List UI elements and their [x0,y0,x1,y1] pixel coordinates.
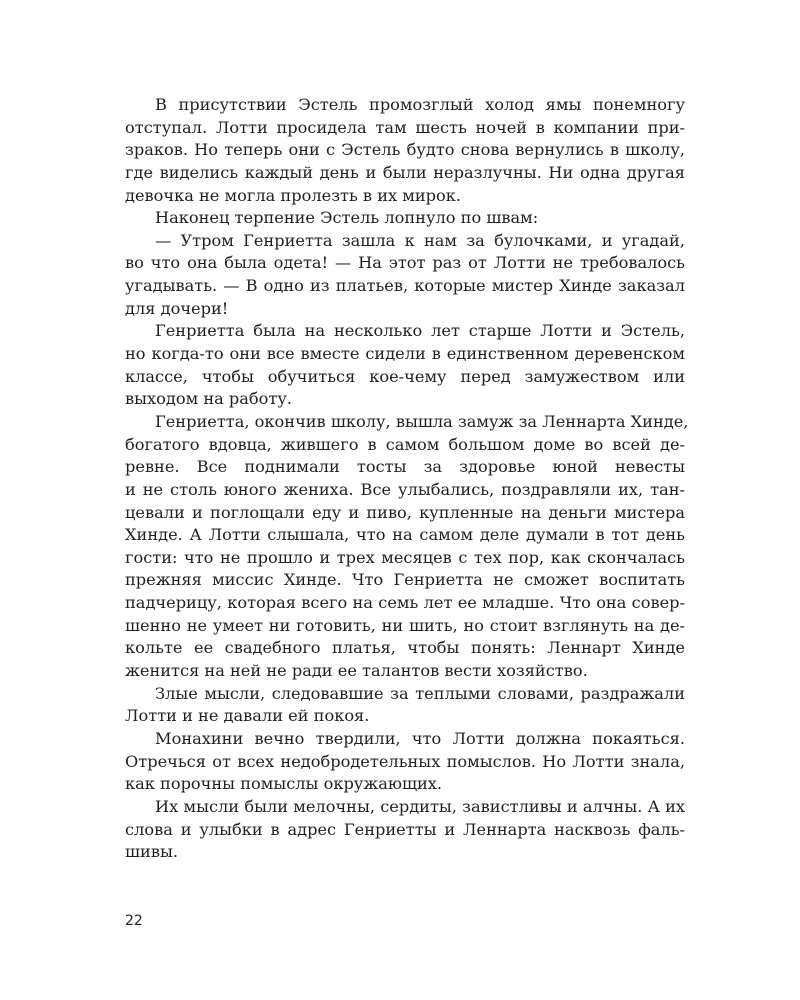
text-line: слова и улыбки в адрес Генриетты и Леннарта насквозь фаль- [125,819,685,839]
text-line: классе, чтобы обучиться кое-чему перед замужеством или [125,366,685,386]
text-line: Генриетта была на несколько лет старше Лотти и Эстель, [155,321,685,341]
text-line: Хинде. А Лотти слышала, что на самом деле думали в тот день [125,525,685,545]
text-line: цевали и поглощали еду и пиво, купленные на деньги мистера [125,502,685,522]
text-line: Генриетта, окончив школу, вышла замуж за Леннарта Хинде, [155,411,689,431]
text-line: Злые мысли, следовавшие за теплыми словами, раздражали [155,683,685,703]
text-line: но когда-то они все вместе сидели в единственном деревенском [125,344,685,364]
text-line: Монахини вечно твердили, что Лотти должна покаяться. [155,728,685,748]
text-line: В присутствии Эстель промозглый холод ямы понемногу [155,95,685,114]
text-line: гости: что не прошло и трех месяцев с тех пор, как скончалась [125,547,685,567]
text-line: падчерицу, которая всего на семь лет ее младше. Что она совер- [125,593,685,613]
text-line: Наконец терпение Эстель лопнуло по швам: [155,208,539,228]
text-line: для дочери! [125,298,229,318]
text-line: как порочны помыслы окружающих. [125,774,443,794]
text-line: отступал. Лотти просидела там шесть ночей в компании при- [125,117,685,137]
text-line: кольте ее свадебного платья, чтобы понять: Леннарт Хинде [125,638,685,658]
text-line: Отречься от всех недобродетельных помыслов. Но Лотти знала, [125,751,685,771]
text-line: и не столь юного жениха. Все улыбались, поздравляли их, тан- [125,479,685,499]
text-line: женится на ней не ради ее талантов вести хозяйство. [125,661,588,681]
text-line: угадывать. — В одно из платьев, которые мистер Хинде заказал [125,276,685,296]
body-text [125,94,689,864]
text-line: — Утром Генриетта зашла к нам за булочками, и угадай, [155,230,685,250]
text-line: ревне. Все поднимали тосты за здоровье юной невесты [125,457,685,477]
text-line: прежняя миссис Хинде. Что Генриетта не сможет воспитать [125,570,685,590]
text-line: выходом на работу. [125,389,293,409]
text-line: шенно не умеет ни готовить, ни шить, но стоит взглянуть на де- [125,615,685,635]
text-line: богатого вдовца, жившего в самом большом доме во всей де- [125,434,685,454]
text-line: во что она была одета! — На этот раз от Лотти не требовалось [125,253,685,273]
text-line: где виделись каждый день и были неразлучны. Ни одна другая [125,162,685,182]
text-line: зраков. Но теперь они с Эстель будто снова вернулись в школу, [125,140,685,160]
text-line: Лотти и не давали ей покоя. [125,706,370,726]
page-number: 22 [125,913,143,929]
text-line: девочка не могла пролезть в их мирок. [125,185,462,205]
text-line: Их мысли были мелочны, сердиты, завистливы и алчны. А их [155,796,685,816]
text-line: шивы. [125,842,178,862]
